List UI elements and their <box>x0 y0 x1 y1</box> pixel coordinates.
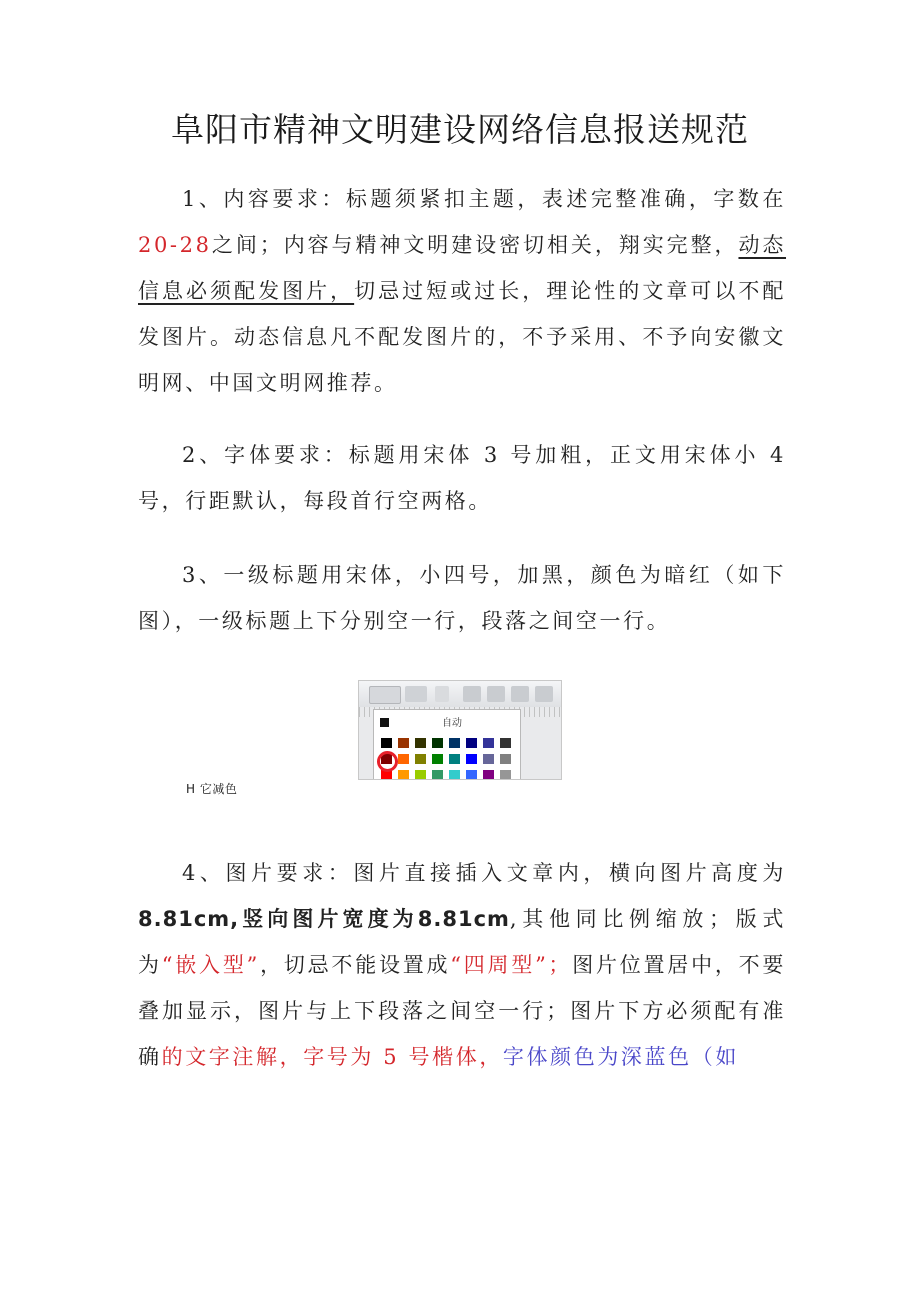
caption-rule-text: 的文字注解，字号为 5 号楷体， <box>161 1045 503 1069</box>
color-picker-figure <box>358 680 562 780</box>
color-swatch <box>449 770 460 780</box>
color-swatch <box>381 738 392 748</box>
color-swatch <box>398 738 409 748</box>
color-swatch <box>432 770 443 780</box>
p2-text: 2、字体要求：标题用宋体 3 号加粗，正文用宋体小 4 号，行距默认，每段首行空两格。 <box>138 443 786 513</box>
p1-text-c: 切忌过短或过长，理论性的文章可以不配发图片。动态信息凡不配发图片的，不予采用、不予向安徽文明网、中国文明网推荐。 <box>138 279 786 395</box>
highlight-circle-icon <box>377 751 398 772</box>
justify-icon <box>535 686 553 702</box>
p1-text-a: 1、内容要求：标题须紧扣主题，表述完整准确，字数在 <box>182 187 786 211</box>
caption-color-rule-text: 字体颜色为深蓝色（如 <box>502 1045 739 1069</box>
color-swatch <box>432 738 443 748</box>
color-swatch <box>500 770 511 780</box>
automatic-color-label: 自动 <box>442 718 462 729</box>
align-left-icon <box>463 686 481 702</box>
paragraph-image-requirements <box>138 850 786 1080</box>
color-swatch <box>432 754 443 764</box>
color-swatch <box>483 770 494 780</box>
font-color-button-icon <box>369 686 401 704</box>
portrait-width-value: 8.81cm <box>417 907 510 931</box>
toolbar-strip <box>359 681 561 707</box>
automatic-color-swatch <box>380 718 389 727</box>
color-swatch <box>398 754 409 764</box>
page-title: 阜阳市精神文明建设网络信息报送规范 <box>171 110 749 149</box>
p4-text-a: 4、图片要求：图片直接插入文章内，横向图片高度为 <box>182 861 786 885</box>
square-layout-term: “四周型”； <box>450 953 573 977</box>
p4-text-b2: ,竖向图片宽度为 <box>230 907 418 931</box>
figure-caption: H 它减色 <box>186 782 238 796</box>
align-center-icon <box>487 686 505 702</box>
color-swatch <box>415 770 426 780</box>
word-count-range: 20-28 <box>138 233 212 257</box>
p1-text-b: 之间；内容与精神文明建设密切相关，翔实完整， <box>211 233 739 257</box>
color-swatch <box>483 738 494 748</box>
inline-layout-term: “嵌入型” <box>161 953 260 977</box>
color-swatch <box>449 754 460 764</box>
color-swatch <box>415 738 426 748</box>
color-swatch <box>466 738 477 748</box>
paragraph-heading-requirements <box>138 552 786 644</box>
color-swatch <box>449 738 460 748</box>
p4-text-c: ，切忌不能设置成 <box>259 953 451 977</box>
eraser-icon <box>435 686 449 702</box>
color-swatch <box>415 754 426 764</box>
color-swatch <box>500 754 511 764</box>
color-swatch <box>398 770 409 780</box>
color-swatch <box>483 754 494 764</box>
color-swatch <box>500 738 511 748</box>
landscape-height-value: 8.81cm <box>138 907 231 931</box>
paragraph-content-requirements <box>138 176 786 406</box>
color-swatch <box>466 770 477 780</box>
underlined-image-rule: 动态信息必须配发图片， <box>138 233 787 303</box>
p4-text-d: 图片位置居中，不要叠加显示，图片与上下段落之间空一行；图片下方必须配有准确 <box>138 953 786 1069</box>
p3-text: 3、一级标题用宋体，小四号，加黑，颜色为暗红（如下图），一级标题上下分别空一行，段落之间空一行。 <box>138 563 786 633</box>
p4-text-b4: ,其他同比例缩放；版式为 <box>138 907 786 977</box>
color-swatch <box>466 754 477 764</box>
align-right-icon <box>511 686 529 702</box>
color-dropdown-panel <box>373 709 521 780</box>
paragraph-font-requirements <box>138 432 786 524</box>
highlight-icon <box>405 686 427 702</box>
